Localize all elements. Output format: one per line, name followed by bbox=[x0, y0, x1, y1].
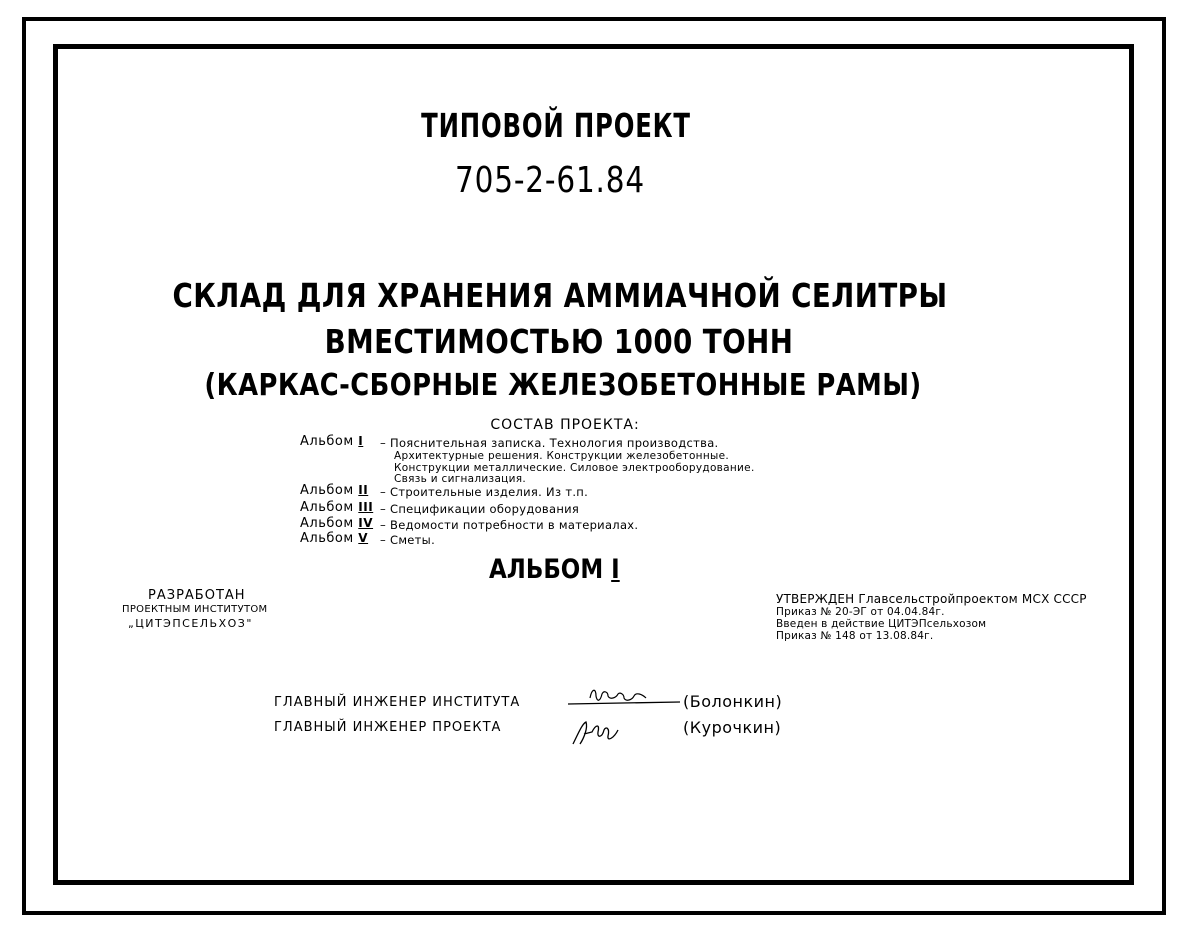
album-label-text: Альбом bbox=[300, 434, 354, 449]
project-number: 705-2-61.84 bbox=[455, 160, 645, 201]
current-album bbox=[489, 554, 620, 585]
current-album-number: I bbox=[611, 554, 620, 585]
album-4-description: – Ведомости потребности в материалах. bbox=[380, 518, 639, 532]
series-title: ТИПОВОЙ ПРОЕКТ bbox=[421, 106, 691, 145]
album-1-continuation-1: Архитектурные решения. Конструкции железобетонные. bbox=[394, 450, 730, 462]
album-label-text: Альбом bbox=[300, 531, 354, 546]
album-5-description: – Сметы. bbox=[380, 533, 436, 547]
album-1-description: – Пояснительная записка. Технология производства. bbox=[380, 436, 719, 450]
album-2-label bbox=[300, 483, 382, 498]
album-2-description: – Строительные изделия. Из т.п. bbox=[380, 485, 589, 499]
album-1-label bbox=[300, 434, 382, 449]
approval-line-4: Приказ № 148 от 13.08.84г. bbox=[776, 630, 934, 642]
album-3-label bbox=[300, 500, 382, 515]
album-label-text: Альбом bbox=[300, 483, 354, 498]
album-4-label bbox=[300, 516, 382, 531]
album-label-text: Альбом bbox=[300, 500, 354, 515]
approval-line-3: Введен в действие ЦИТЭПсельхозом bbox=[776, 618, 987, 630]
composition-heading: СОСТАВ ПРОЕКТА: bbox=[490, 417, 640, 433]
album-number: IV bbox=[358, 516, 374, 530]
developer-title: РАЗРАБОТАН bbox=[148, 588, 246, 603]
approval-line-1: УТВЕРЖДЕН Главсельстройпроектом МСХ СССР bbox=[776, 592, 1087, 606]
title-line-1: СКЛАД ДЛЯ ХРАНЕНИЯ АММИАЧНОЙ СЕЛИТРЫ bbox=[172, 276, 948, 315]
album-5-label bbox=[300, 531, 382, 546]
album-1-continuation-3: Связь и сигнализация. bbox=[394, 473, 526, 485]
signature-2-handwritten bbox=[570, 718, 622, 748]
signature-name-1: (Болонкин) bbox=[683, 692, 783, 711]
signature-1-handwritten bbox=[566, 684, 682, 710]
signature-name-2: (Курочкин) bbox=[683, 718, 782, 737]
album-1-continuation-2: Конструкции металлические. Силовое электрооборудование. bbox=[394, 462, 755, 474]
signature-role-2: ГЛАВНЫЙ ИНЖЕНЕР ПРОЕКТА bbox=[274, 720, 502, 735]
current-album-label: АЛЬБОМ bbox=[489, 554, 604, 585]
album-number: III bbox=[358, 500, 374, 514]
approval-line-2: Приказ № 20-ЭГ от 04.04.84г. bbox=[776, 606, 945, 618]
album-3-description: – Спецификации оборудования bbox=[380, 502, 580, 516]
title-line-2: ВМЕСТИМОСТЬЮ 1000 ТОНН bbox=[324, 322, 794, 361]
album-number: V bbox=[358, 531, 369, 545]
developer-line-1: ПРОЕКТНЫМ ИНСТИТУТОМ bbox=[122, 604, 268, 615]
developer-line-2: „ЦИТЭПСЕЛЬХОЗ" bbox=[128, 617, 253, 630]
album-number: I bbox=[358, 434, 364, 448]
album-label-text: Альбом bbox=[300, 516, 354, 531]
signature-role-1: ГЛАВНЫЙ ИНЖЕНЕР ИНСТИТУТА bbox=[274, 695, 521, 710]
album-number: II bbox=[358, 483, 369, 497]
title-line-3: (КАРКАС-СБОРНЫЕ ЖЕЛЕЗОБЕТОННЫЕ РАМЫ) bbox=[204, 368, 922, 403]
